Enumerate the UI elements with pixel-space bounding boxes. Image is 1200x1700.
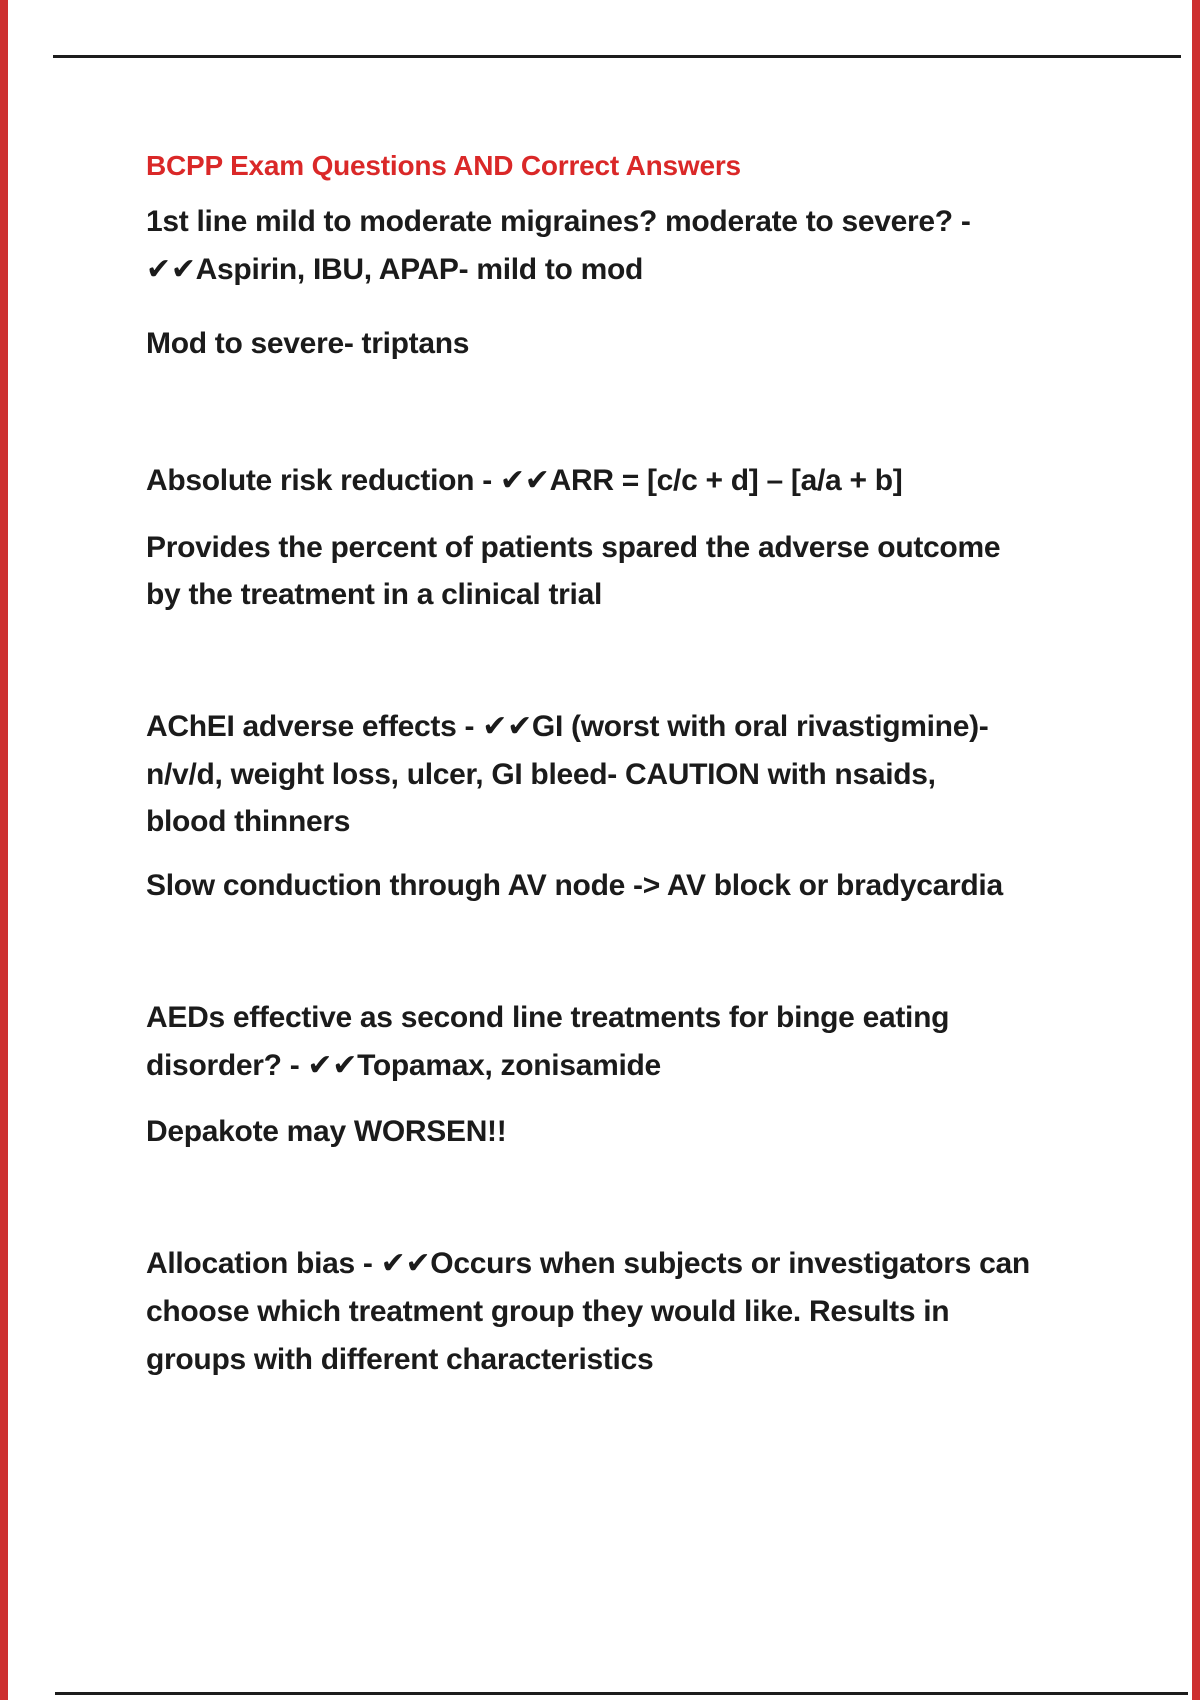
text-line: AChEI adverse effects - ✔✔GI (worst with oral rivastigmine)-	[146, 710, 989, 743]
document-title: BCPP Exam Questions AND Correct Answers	[146, 150, 741, 181]
text-line: Provides the percent of patients spared the adverse outcome	[146, 531, 1001, 564]
text-line: n/v/d, weight loss, ulcer, GI bleed- CAUTION with nsaids,	[146, 758, 936, 791]
text-line: disorder? - ✔✔Topamax, zonisamide	[146, 1049, 661, 1082]
text-line: Slow conduction through AV node -> AV block or bradycardia	[146, 869, 1003, 902]
text-line: blood thinners	[146, 805, 351, 838]
text-line: Absolute risk reduction - ✔✔ARR = [c/c + d] – [a/a + b]	[146, 464, 903, 497]
right-page-edge-marker	[1192, 0, 1200, 1700]
text-line: 1st line mild to moderate migraines? moderate to severe? -	[146, 205, 971, 238]
text-line: Allocation bias - ✔✔Occurs when subjects or investigators can	[146, 1247, 1030, 1280]
text-line: Mod to severe- triptans	[146, 327, 470, 360]
text-line: AEDs effective as second line treatments for binge eating	[146, 1001, 950, 1034]
text-line: Depakote may WORSEN!!	[146, 1115, 507, 1148]
text-line: by the treatment in a clinical trial	[146, 578, 603, 611]
text-line: choose which treatment group they would like. Results in	[146, 1295, 950, 1328]
top-rule	[53, 55, 1181, 58]
text-line: ✔✔Aspirin, IBU, APAP- mild to mod	[146, 253, 644, 286]
bottom-rule	[55, 1692, 1188, 1695]
left-page-edge-marker	[0, 0, 8, 1700]
text-line: groups with different characteristics	[146, 1343, 654, 1376]
